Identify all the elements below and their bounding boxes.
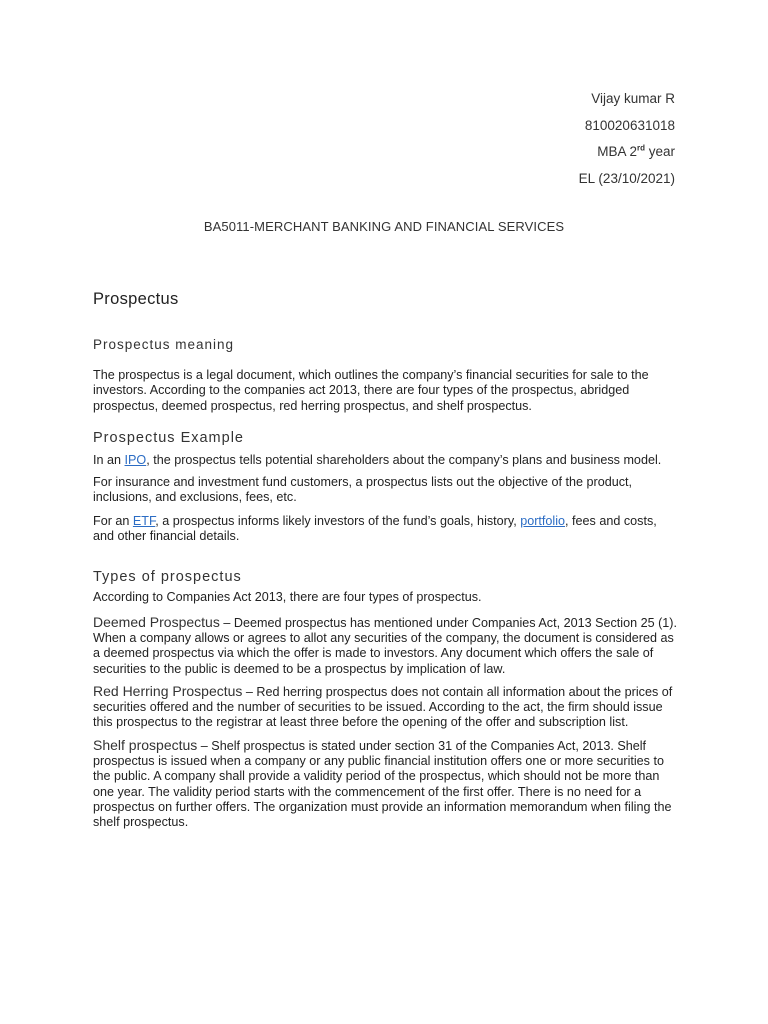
type-term: Shelf prospectus xyxy=(93,736,198,753)
example-text: , a prospectus informs likely investors of the fund’s goals, history, xyxy=(155,513,521,528)
course-date: EL (23/10/2021) xyxy=(578,170,675,186)
example-text: For an xyxy=(93,513,133,528)
type-deemed-prospectus xyxy=(93,615,678,677)
ipo-link[interactable]: IPO xyxy=(124,452,147,467)
example-paragraph-etf xyxy=(93,514,678,545)
types-intro: According to Companies Act 2013, there are four types of prospectus. xyxy=(93,590,482,605)
course-title: BA5011-MERCHANT BANKING AND FINANCIAL SERVICES xyxy=(203,219,565,234)
type-shelf-prospectus xyxy=(93,738,678,831)
example-paragraph-insurance: For insurance and investment fund customers, a prospectus lists out the objective of the product, inclusions, and exclusions, fees, etc. xyxy=(93,475,633,505)
student-name: Vijay kumar R xyxy=(591,91,675,106)
section-heading-meaning: Prospectus meaning xyxy=(93,337,235,352)
example-text: , fees and costs, and other financial details. xyxy=(93,513,657,544)
example-text: , the prospectus tells potential shareholders about the company’s plans and business model. xyxy=(146,452,662,467)
section-heading-example: Prospectus Example xyxy=(93,429,244,446)
type-red-herring-prospectus xyxy=(93,684,678,731)
type-description: – Deemed prospectus has mentioned under Companies Act, 2013 Section 25 (1). When a company allows or agrees to allot any securities of the company, the document is considered as a deemed prospectus via which the offer is made to investors. Any document which offers the sale of securities to the public is deemed to be a prospectus by implication of law. xyxy=(93,615,677,676)
type-description: – Shelf prospectus is stated under section 31 of the Companies Act, 2013. Shelf prospectus is issued when a company or any public financial institution offers one or more securities to the public. A company shall provide a validity period of the prospectus, which should not be more than one year. The validity period starts with the commencement of the first offer. There is no need for a prospectus on further offers. The organization must provide an information memorandum when filing the shelf prospectus. xyxy=(93,738,672,830)
program-year xyxy=(579,139,675,166)
document-title: Prospectus xyxy=(93,290,179,308)
type-description: – Red herring prospectus does not contain all information about the prices of securities offered and the number of securities to be issued. According to the act, the firm should issue this prospectus to the registrar at least three before the opening of the offer and subscription list. xyxy=(93,684,673,730)
program-suffix: year xyxy=(644,144,675,159)
author-info-block xyxy=(579,86,675,192)
example-text: In an xyxy=(93,452,125,467)
type-term: Deemed Prospectus xyxy=(93,613,220,630)
type-term: Red Herring Prospectus xyxy=(93,682,243,699)
program-ordinal: rd xyxy=(636,143,645,153)
portfolio-link[interactable]: portfolio xyxy=(520,513,566,528)
document-body xyxy=(93,288,678,831)
program-prefix: MBA 2 xyxy=(597,144,637,159)
meaning-paragraph: The prospectus is a legal document, which outlines the company’s financial securities for sale to the investors. According to the companies act 2013, there are four types of the prospectus, abridged prospectus, deemed prospectus, red herring prospectus, and shelf prospectus. xyxy=(93,368,649,413)
roll-number: 810020631018 xyxy=(584,117,675,133)
section-heading-types: Types of prospectus xyxy=(93,569,242,586)
example-paragraph-ipo xyxy=(93,453,678,468)
etf-link[interactable]: ETF xyxy=(132,513,156,528)
